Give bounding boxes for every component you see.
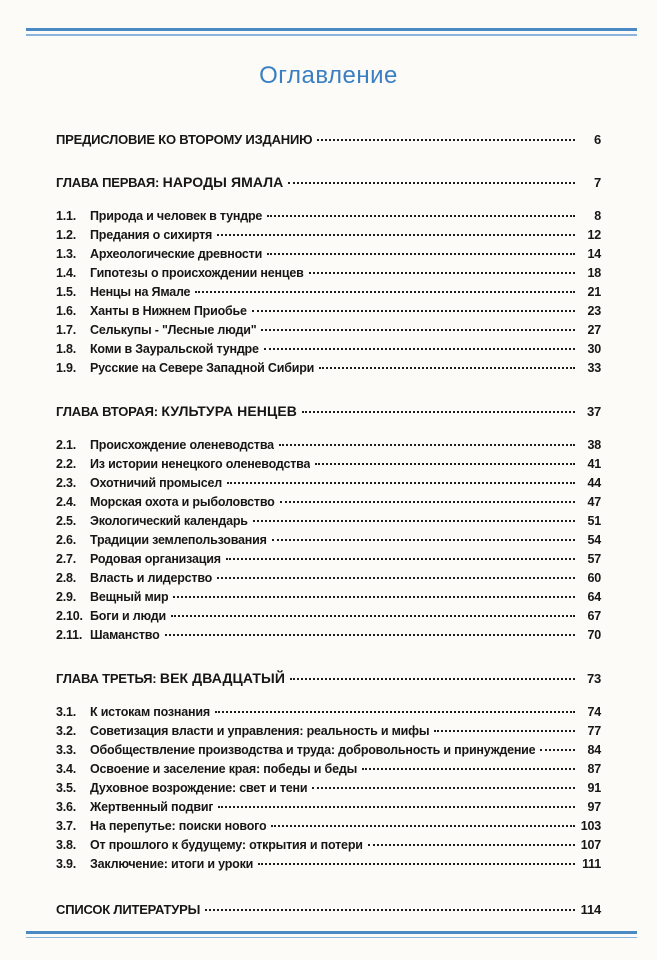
toc-entry (56, 855, 601, 874)
toc-entry-page: 60 (587, 571, 601, 585)
chapter-page: 37 (586, 404, 601, 419)
toc-entry-page: 27 (587, 323, 601, 337)
toc-entry (56, 798, 601, 817)
toc-entry-page: 84 (587, 743, 601, 757)
toc-entry-page: 38 (587, 438, 601, 452)
toc-entry-page: 91 (587, 781, 601, 795)
chapter-block (56, 402, 601, 645)
toc-entry-number: 3.9. (56, 857, 77, 871)
toc-entry-page: 67 (587, 609, 601, 623)
dot-leader (173, 596, 575, 598)
toc-entry-number: 1.4. (56, 266, 77, 280)
preface-entry (56, 130, 601, 149)
toc-entry-label: Вещный мир (90, 590, 169, 604)
dot-leader (258, 863, 575, 865)
toc-entry-label: Духовное возрождение: свет и тени (90, 781, 308, 795)
dot-leader (264, 348, 575, 350)
toc-entry-label: Традиции землепользования (90, 533, 267, 547)
toc-entry (56, 741, 601, 760)
toc-entry-label: Жертвенный подвиг (90, 800, 214, 814)
toc-entry-page: 44 (587, 476, 601, 490)
chapter-page: 7 (593, 175, 601, 190)
dot-leader (227, 482, 575, 484)
chapter-items (56, 703, 601, 874)
toc-entry-label: Обобществление производства и труда: добровольность и принуждение (90, 743, 536, 757)
toc-entry-page: 64 (587, 590, 601, 604)
toc-entry-number: 3.7. (56, 819, 77, 833)
toc-entry-number: 1.5. (56, 285, 77, 299)
chapter-title: ВЕК ДВАДЦАТЫЙ (159, 670, 285, 686)
toc-entry-number: 1.9. (56, 361, 77, 375)
toc-entry-page: 103 (580, 819, 601, 833)
toc-entry-page: 12 (587, 228, 601, 242)
toc-entry (56, 550, 601, 569)
toc-entry-number: 1.2. (56, 228, 77, 242)
toc-entry-page: 51 (587, 514, 601, 528)
chapter-heading (56, 669, 601, 688)
chapter-title: КУЛЬТУРА НЕНЦЕВ (161, 403, 297, 419)
dot-leader (280, 501, 575, 503)
toc-entry-number: 2.7. (56, 552, 77, 566)
toc-entry-label: Селькупы - "Лесные люди" (90, 323, 257, 337)
toc-entry-number: 2.2. (56, 457, 77, 471)
toc-entry-number: 2.10. (56, 609, 83, 623)
toc-entry (56, 817, 601, 836)
chapter-items (56, 436, 601, 645)
toc-entry-label: Боги и люди (90, 609, 167, 623)
toc-entry-page: 30 (587, 342, 601, 356)
toc-entry-page: 8 (594, 209, 601, 223)
dot-leader (253, 520, 575, 522)
toc-entry-label: Освоение и заселение края: победы и беды (90, 762, 358, 776)
toc-entry (56, 474, 601, 493)
toc-entry-number: 3.2. (56, 724, 77, 738)
table-of-contents (56, 130, 601, 919)
toc-entry-number: 2.1. (56, 438, 77, 452)
dot-leader (271, 825, 575, 827)
bibliography-page: 114 (580, 902, 601, 917)
toc-entry-page: 14 (587, 247, 601, 261)
dot-leader (252, 310, 575, 312)
toc-entry-page: 87 (587, 762, 601, 776)
toc-entry-number: 2.9. (56, 590, 77, 604)
toc-entry-page: 33 (587, 361, 601, 375)
toc-entry (56, 436, 601, 455)
dot-leader (368, 844, 575, 846)
toc-entry (56, 359, 601, 378)
toc-entry-label: Происхождение оленеводства (90, 438, 274, 452)
chapter-block (56, 669, 601, 874)
dot-leader (195, 291, 575, 293)
toc-entry-label: Природа и человек в тундре (90, 209, 263, 223)
dot-leader (261, 329, 575, 331)
dot-leader (319, 367, 575, 369)
toc-entry-label: Из истории ненецкого оленеводства (90, 457, 311, 471)
dot-leader (540, 749, 575, 751)
page-title: Оглавление (259, 62, 398, 89)
toc-entry-page: 77 (587, 724, 601, 738)
toc-entry (56, 455, 601, 474)
dot-leader (279, 444, 575, 446)
toc-entry (56, 722, 601, 741)
dot-leader (362, 768, 575, 770)
toc-entry-page: 47 (587, 495, 601, 509)
toc-entry-number: 1.3. (56, 247, 77, 261)
toc-entry-label: Заключение: итоги и уроки (90, 857, 254, 871)
dot-leader (215, 711, 575, 713)
toc-entry-number: 2.11. (56, 628, 83, 642)
toc-entry (56, 607, 601, 626)
toc-entry-number: 3.4. (56, 762, 77, 776)
dot-leader (312, 787, 575, 789)
toc-entry-label: Гипотезы о происхождении ненцев (90, 266, 304, 280)
toc-entry-label: На перепутье: поиски нового (90, 819, 267, 833)
toc-entry (56, 836, 601, 855)
dot-leader (317, 139, 575, 141)
dot-leader (218, 806, 575, 808)
dot-leader (171, 615, 575, 617)
toc-entry-number: 3.3. (56, 743, 77, 757)
toc-entry-number: 3.1. (56, 705, 77, 719)
toc-entry-label: Шаманство (90, 628, 160, 642)
chapter-page: 73 (586, 671, 601, 686)
toc-entry-label: К истокам познания (90, 705, 210, 719)
dot-leader (272, 539, 575, 541)
dot-leader (205, 909, 575, 911)
dot-leader (267, 253, 575, 255)
toc-entry-number: 1.7. (56, 323, 77, 337)
toc-entry (56, 321, 601, 340)
toc-entry-number: 1.1. (56, 209, 77, 223)
toc-entry (56, 302, 601, 321)
chapter-heading (56, 173, 601, 192)
toc-entry-page: 70 (587, 628, 601, 642)
toc-entry (56, 626, 601, 645)
bottom-double-rule (26, 931, 637, 938)
toc-entry-label: Экологический календарь (90, 514, 248, 528)
dot-leader (165, 634, 575, 636)
toc-entry-page: 23 (587, 304, 601, 318)
toc-entry-page: 18 (587, 266, 601, 280)
toc-entry (56, 779, 601, 798)
dot-leader (288, 182, 575, 184)
toc-entry (56, 760, 601, 779)
toc-entry-page: 21 (587, 285, 601, 299)
chapter-prefix: ГЛАВА ТРЕТЬЯ: (56, 671, 160, 686)
dot-leader (290, 678, 575, 680)
toc-entry-page: 74 (587, 705, 601, 719)
toc-entry-label: Предания о сихиртя (90, 228, 213, 242)
toc-entry-number: 3.5. (56, 781, 77, 795)
preface-label: ПРЕДИСЛОВИЕ КО ВТОРОМУ ИЗДАНИЮ (56, 132, 313, 147)
toc-entry-label: Советизация власти и управления: реальность и мифы (90, 724, 430, 738)
toc-entry (56, 512, 601, 531)
toc-entry-label: Морская охота и рыболовство (90, 495, 275, 509)
toc-entry-number: 2.6. (56, 533, 77, 547)
preface-page: 6 (593, 132, 601, 147)
toc-entry-number: 3.6. (56, 800, 77, 814)
toc-entry-label: От прошлого к будущему: открытия и потери (90, 838, 363, 852)
toc-entry-label: Охотничий промысел (90, 476, 222, 490)
toc-entry-number: 1.6. (56, 304, 77, 318)
bibliography-entry (56, 900, 601, 919)
chapter-prefix: ГЛАВА ВТОРАЯ: (56, 404, 162, 419)
chapter-title: НАРОДЫ ЯМАЛА (162, 174, 284, 190)
toc-entry (56, 283, 601, 302)
toc-entry-label: Власть и лидерство (90, 571, 213, 585)
toc-entry (56, 264, 601, 283)
dot-leader (434, 730, 575, 732)
toc-entry (56, 588, 601, 607)
toc-entry-page: 97 (587, 800, 601, 814)
chapters-container (56, 173, 601, 874)
dot-leader (315, 463, 575, 465)
toc-entry-label: Археологические древности (90, 247, 263, 261)
dot-leader (226, 558, 575, 560)
toc-entry (56, 493, 601, 512)
bottom-rule-thin (26, 937, 637, 939)
toc-entry-page: 54 (587, 533, 601, 547)
bottom-rule-thick (26, 931, 637, 934)
toc-entry-label: Ханты в Нижнем Приобье (90, 304, 247, 318)
toc-entry-number: 3.8. (56, 838, 77, 852)
toc-entry-page: 57 (587, 552, 601, 566)
toc-entry-label: Родовая организация (90, 552, 221, 566)
toc-entry-page: 107 (580, 838, 601, 852)
toc-entry-number: 2.4. (56, 495, 77, 509)
toc-entry-number: 2.3. (56, 476, 77, 490)
toc-entry (56, 531, 601, 550)
dot-leader (217, 577, 575, 579)
bibliography-label: СПИСОК ЛИТЕРАТУРЫ (56, 902, 201, 917)
toc-entry (56, 340, 601, 359)
toc-entry-label: Русские на Севере Западной Сибири (90, 361, 315, 375)
toc-entry (56, 226, 601, 245)
dot-leader (309, 272, 575, 274)
chapter-items (56, 207, 601, 378)
toc-entry (56, 703, 601, 722)
toc-entry-page: 41 (587, 457, 601, 471)
toc-entry-number: 2.8. (56, 571, 77, 585)
toc-entry-number: 1.8. (56, 342, 77, 356)
toc-entry (56, 207, 601, 226)
dot-leader (217, 234, 575, 236)
toc-entry (56, 245, 601, 264)
toc-entry-page: 111 (582, 857, 601, 871)
dot-leader (267, 215, 575, 217)
toc-entry-number: 2.5. (56, 514, 77, 528)
toc-entry-label: Ненцы на Ямале (90, 285, 191, 299)
toc-entry-label: Коми в Зауральской тундре (90, 342, 259, 356)
chapter-prefix: ГЛАВА ПЕРВАЯ: (56, 175, 163, 190)
dot-leader (302, 411, 575, 413)
chapter-block (56, 173, 601, 378)
chapter-heading (56, 402, 601, 421)
toc-entry (56, 569, 601, 588)
